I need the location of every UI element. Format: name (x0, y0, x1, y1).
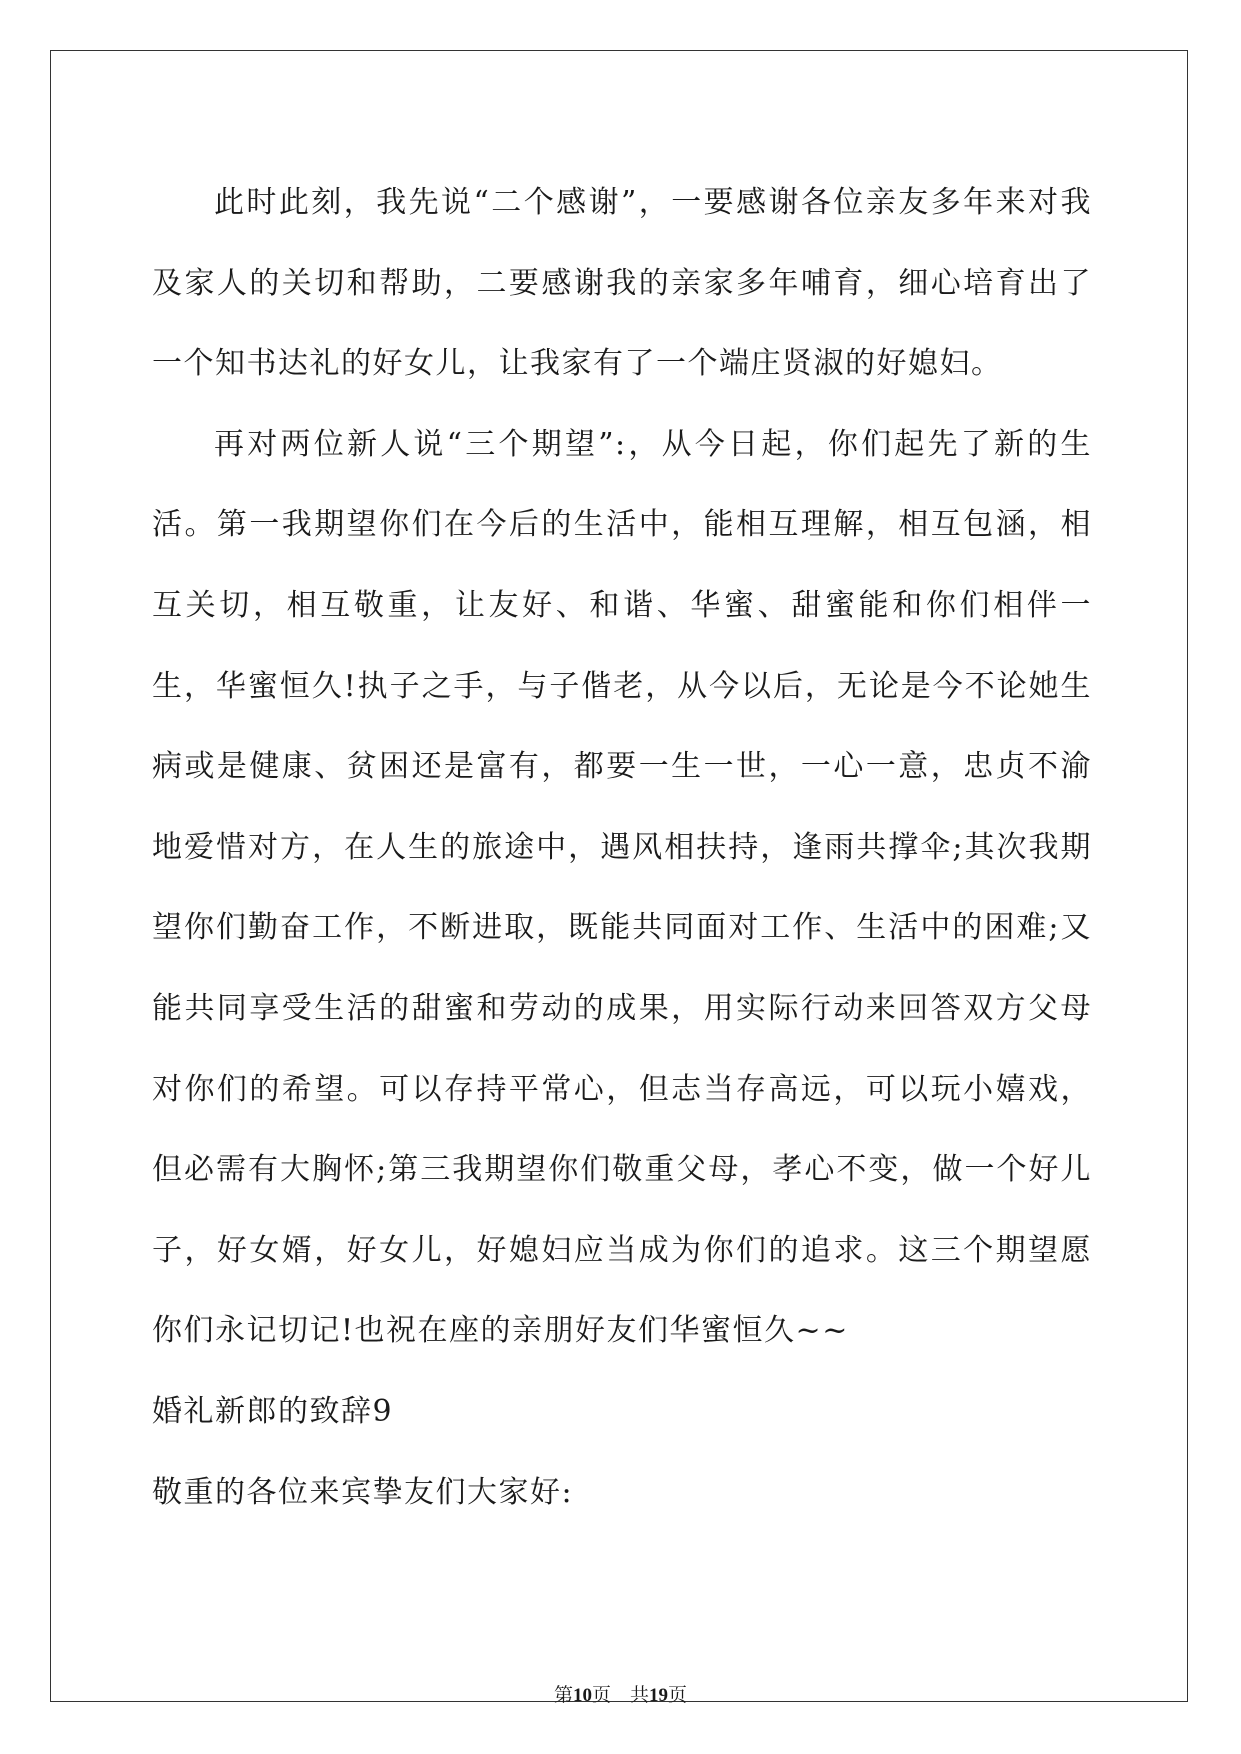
footer-suffix: 页 (668, 1684, 688, 1706)
paragraph-expectations: 再对两位新人说“三个期望”:，从今日起，你们起先了新的生活。第一我期望你们在今后的生活中，能相互理解，相互包涵，相互关切，相互敬重，让友好、和谐、华蜜、甜蜜能和你们相伴一生，华蜜恒久!执子之手，与子偕老，从今以后，无论是今不论她生病或是健康、贫困还是富有，都要一生一世，一心一意，忠贞不渝地爱惜对方，在人生的旅途中，遇风相扶持，逢雨共撑伞;其次我期望你们勤奋工作，不断进取，既能共同面对工作、生活中的困难;又能共同享受生活的甜蜜和劳动的成果，用实际行动来回答双方父母对你们的希望。可以存持平常心，但志当存高远，可以玩小嬉戏，但必需有大胸怀;第三我期望你们敬重父母，孝心不变，做一个好儿子，好女婿，好女儿，好媳妇应当成为你们的追求。这三个期望愿你们永记切记!也祝在座的亲朋好友们华蜜恒久~~ (152, 426, 1092, 1349)
footer-middle: 页 共 (591, 1684, 649, 1706)
footer-prefix: 第 (553, 1684, 573, 1706)
salutation: 敬重的各位来宾挚友们大家好: (152, 1474, 574, 1510)
paragraph-thanks: 此时此刻，我先说“二个感谢”，一要感谢各位亲友多年来对我及家人的关切和帮助，二要感谢我的亲家多年哺育，细心培育出了一个知书达礼的好女儿，让我家有了一个端庄贤淑的好媳妇。 (152, 185, 1092, 382)
section-heading: 婚礼新郎的致辞9 (152, 1393, 394, 1429)
current-page-number: 10 (572, 1685, 592, 1706)
total-pages-number: 19 (649, 1685, 668, 1706)
document-body (152, 163, 1092, 1533)
page-number-footer (0, 1680, 1241, 1707)
